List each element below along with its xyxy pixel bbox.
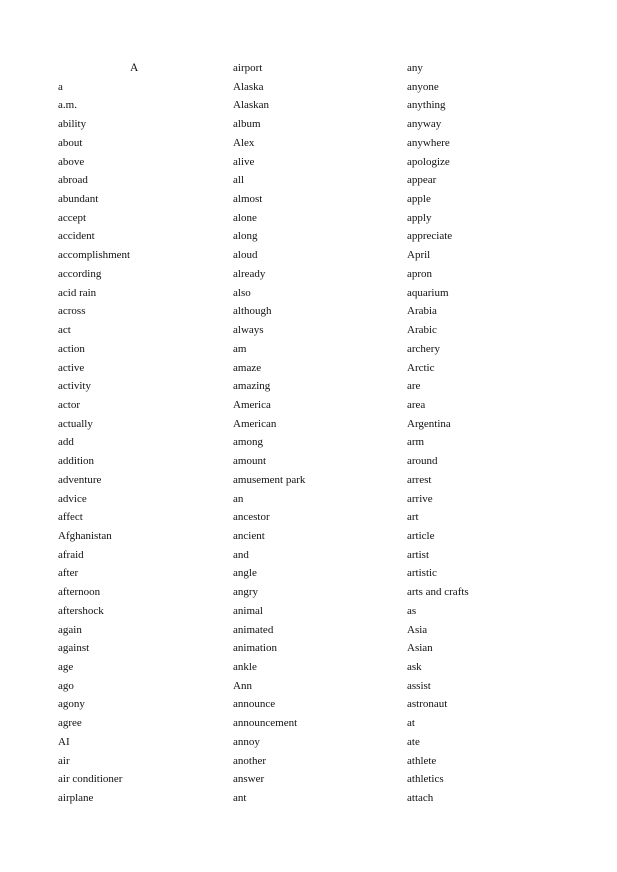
- list-item: artistic: [407, 567, 437, 580]
- list-item: Alaskan: [233, 99, 270, 112]
- list-item: amount: [233, 455, 266, 468]
- list-item: agree: [58, 717, 82, 730]
- list-item: angle: [233, 567, 257, 580]
- list-item: art: [407, 511, 419, 524]
- list-item: accident: [58, 230, 95, 243]
- list-item: at: [407, 717, 415, 730]
- list-item: anyone: [407, 80, 439, 93]
- list-item: accept: [58, 211, 87, 224]
- list-item: arrive: [407, 492, 433, 505]
- list-item: an: [233, 492, 244, 505]
- list-item: abroad: [58, 174, 88, 187]
- list-item: addition: [58, 455, 95, 468]
- list-item: album: [233, 118, 261, 131]
- list-item: afternoon: [58, 586, 101, 599]
- list-item: appear: [407, 174, 437, 187]
- list-item: apply: [407, 211, 432, 224]
- list-item: agony: [58, 698, 85, 711]
- list-item: animation: [233, 642, 277, 655]
- list-item: ant: [233, 792, 247, 805]
- list-item: as: [407, 604, 417, 617]
- list-item: apron: [407, 267, 433, 280]
- list-item: alive: [233, 155, 255, 168]
- list-item: against: [58, 642, 90, 655]
- list-item: athlete: [407, 754, 437, 767]
- list-item: Ann: [233, 679, 252, 692]
- list-item: appreciate: [407, 230, 453, 243]
- word-column-2: [233, 59, 403, 808]
- list-item: amazing: [233, 380, 271, 393]
- list-item: animated: [233, 623, 274, 636]
- list-item: although: [233, 305, 272, 318]
- list-item: attach: [407, 792, 434, 805]
- list-item: ask: [407, 661, 422, 673]
- list-item: anywhere: [407, 136, 450, 149]
- list-item: are: [407, 380, 421, 393]
- list-item: accomplishment: [58, 249, 131, 262]
- list-item: all: [233, 174, 244, 187]
- list-item: across: [58, 305, 86, 318]
- list-item: Asian: [407, 642, 433, 655]
- list-item: ate: [407, 735, 420, 748]
- list-item: also: [233, 286, 251, 299]
- list-item: a: [58, 80, 63, 93]
- list-item: artist: [407, 548, 429, 561]
- list-item: advice: [58, 492, 87, 505]
- list-item: affect: [58, 511, 83, 524]
- list-item: American: [233, 417, 277, 430]
- list-item: arm: [407, 436, 425, 449]
- list-item: after: [58, 567, 79, 580]
- heading-row: [58, 59, 228, 78]
- list-item: Arabia: [407, 305, 437, 318]
- list-item: along: [233, 230, 258, 243]
- list-item: among: [233, 436, 263, 449]
- list-item: anyway: [407, 118, 442, 131]
- list-item: activity: [58, 380, 91, 393]
- list-item: amaze: [233, 361, 262, 374]
- list-item: Argentina: [407, 417, 451, 430]
- list-item: apologize: [407, 155, 450, 168]
- list-item: announce: [233, 698, 276, 711]
- list-item: air: [58, 754, 70, 767]
- list-item: am: [233, 342, 247, 355]
- list-item: arrest: [407, 473, 432, 486]
- list-item: ago: [58, 679, 74, 692]
- list-item: Afghanistan: [58, 529, 112, 542]
- list-item: arts and crafts: [407, 586, 469, 599]
- list-item: add: [58, 436, 74, 449]
- list-item: again: [58, 623, 82, 636]
- list-item: any: [407, 62, 423, 74]
- list-item: ability: [58, 118, 87, 131]
- list-item: athletics: [407, 773, 444, 786]
- list-item: act: [58, 324, 71, 337]
- list-item: alone: [233, 211, 257, 224]
- list-item: aquarium: [407, 286, 449, 299]
- section-heading: A: [130, 62, 139, 74]
- list-item: active: [58, 361, 85, 374]
- list-item: assist: [407, 679, 431, 692]
- list-item: AI: [58, 735, 70, 748]
- list-item: angry: [233, 586, 259, 599]
- list-item: article: [407, 529, 435, 542]
- list-item: Arabic: [407, 324, 437, 337]
- list-item: apple: [407, 193, 431, 206]
- list-item: afraid: [58, 548, 84, 561]
- list-item: around: [407, 455, 438, 468]
- list-item: adventure: [58, 473, 102, 486]
- list-item: and: [233, 548, 249, 561]
- list-item: above: [58, 155, 85, 168]
- list-item: archery: [407, 342, 440, 355]
- list-item: America: [233, 398, 271, 411]
- list-item: age: [58, 661, 74, 673]
- list-item: anything: [407, 99, 446, 112]
- list-item: April: [407, 249, 431, 262]
- list-item: ancient: [233, 529, 265, 542]
- list-item: Alex: [233, 136, 255, 149]
- list-item: area: [407, 398, 426, 411]
- list-item: Alaska: [233, 80, 264, 93]
- list-item: Asia: [407, 623, 428, 636]
- list-item: actor: [58, 398, 80, 411]
- list-item: animal: [233, 604, 263, 617]
- list-item: already: [233, 267, 266, 280]
- list-item: aloud: [233, 249, 258, 262]
- list-item: about: [58, 136, 83, 149]
- list-item: actually: [58, 417, 93, 430]
- list-item: action: [58, 342, 85, 355]
- list-item: airplane: [58, 792, 94, 805]
- list-item: air conditioner: [58, 773, 123, 786]
- list-item: abundant: [58, 193, 99, 206]
- list-item: annoy: [233, 735, 260, 748]
- list-item: almost: [233, 193, 263, 206]
- list-item: announcement: [233, 717, 298, 730]
- list-item: amusement park: [233, 473, 306, 486]
- list-item: answer: [233, 773, 265, 786]
- list-item: airport: [233, 62, 263, 74]
- list-item: acid rain: [58, 286, 97, 299]
- list-item: Arctic: [407, 361, 435, 374]
- list-item: astronaut: [407, 698, 448, 711]
- list-item: aftershock: [58, 604, 104, 617]
- list-item: according: [58, 267, 102, 280]
- word-column-3: [407, 59, 577, 808]
- list-item: always: [233, 324, 264, 337]
- list-item: another: [233, 754, 266, 767]
- word-column-1: [58, 59, 228, 808]
- list-item: ancestor: [233, 511, 270, 524]
- list-item: a.m.: [58, 99, 77, 112]
- list-item: ankle: [233, 661, 257, 673]
